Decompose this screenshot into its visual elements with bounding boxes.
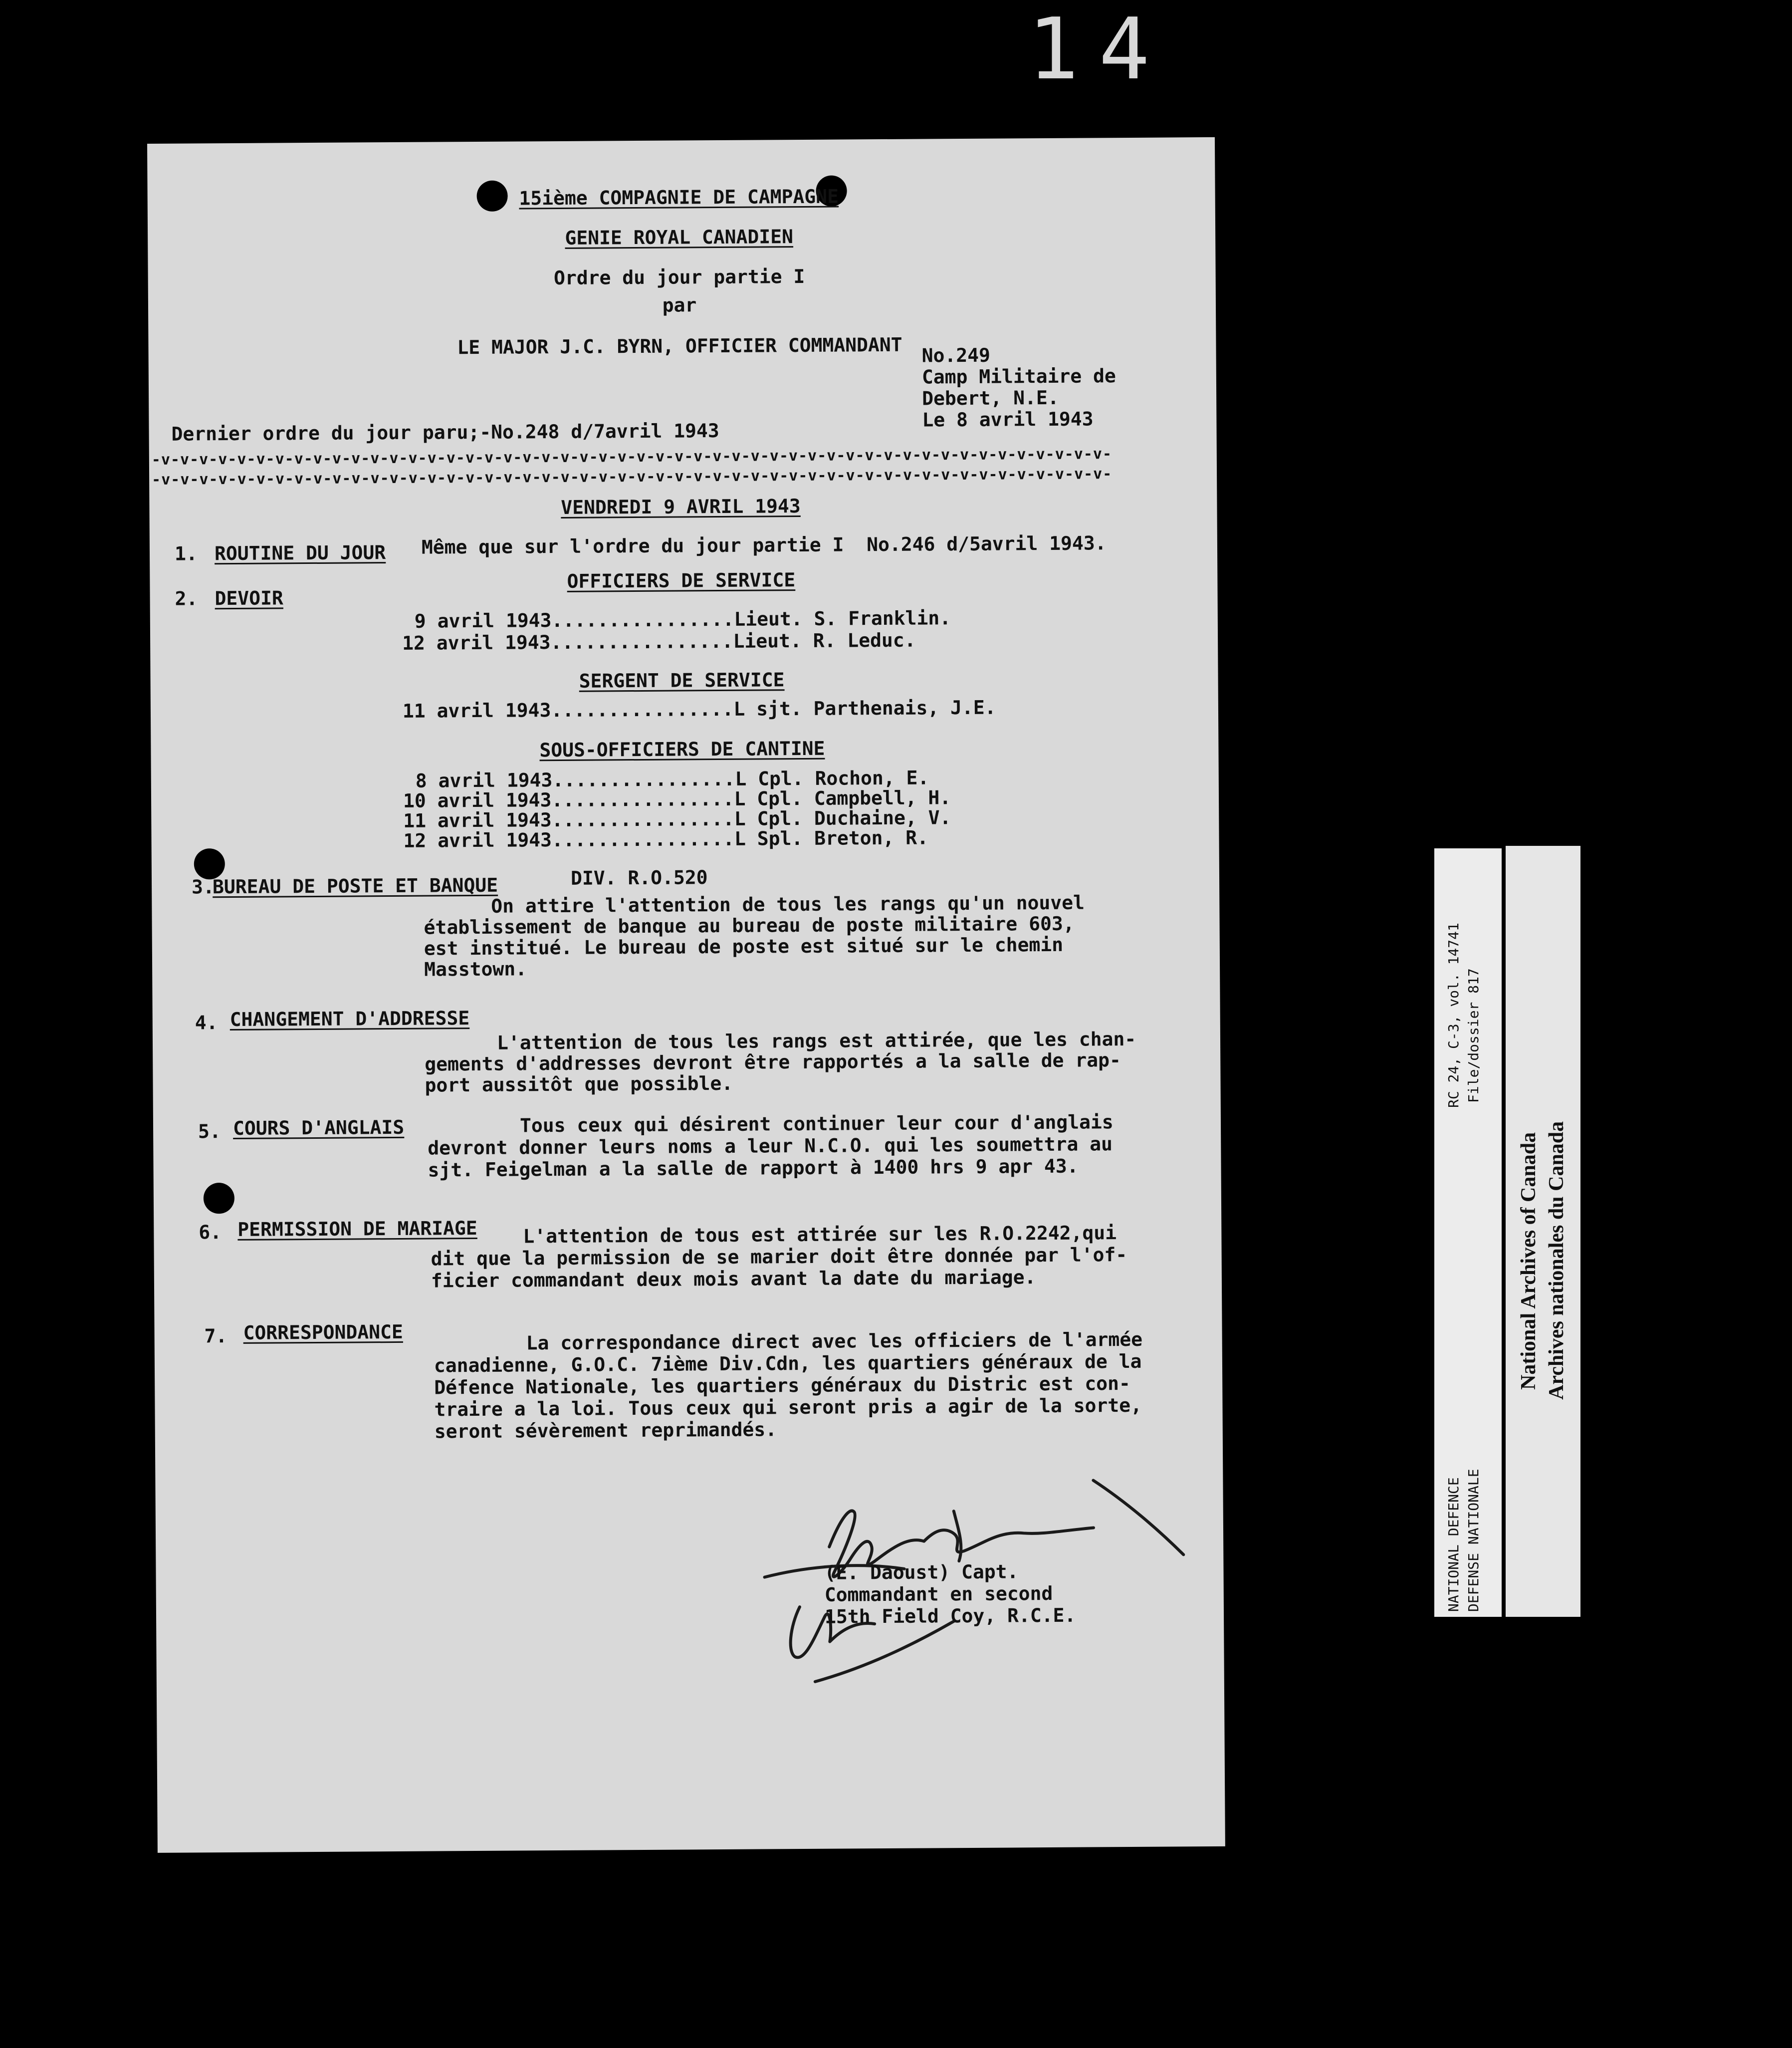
section-reference: DIV. R.O.520 (570, 866, 708, 889)
archives-name-fr: Archives nationales du Canada (1545, 1121, 1568, 1400)
duty-line: 12 avril 1943................Lieut. R. Leduc. (402, 629, 916, 654)
section-number: 1. (174, 542, 198, 565)
archive-reference-label (1434, 848, 1502, 1617)
section-line: devront donner leurs noms a leur N.C.O. qui les soumettra au (428, 1133, 1113, 1159)
duty-line: 11 avril 1943................L sjt. Parthenais, J.E. (402, 696, 996, 722)
signature-line: 15th Field Coy, R.C.E. (824, 1604, 1076, 1628)
section-line: Tous ceux qui désirent continuer leur cour d'anglais (519, 1111, 1114, 1137)
sergeant-heading: SERGENT DE SERVICE (579, 669, 785, 692)
section-number: 4. (195, 1012, 218, 1034)
order-date: Le 8 avril 1943 (922, 408, 1094, 431)
section-title: CHANGEMENT D'ADDRESSE (229, 1007, 470, 1031)
signature-line: (E. Daoust) Capt. (824, 1560, 1019, 1584)
location-line-2: Debert, N.E. (922, 386, 1059, 410)
duty-line: 11 avril 1943................L Cpl. Duchaine, V. (403, 806, 951, 832)
signature-line: Commandant en second (824, 1582, 1053, 1606)
archive-reference: RC 24, C-3, vol. 14741 (1445, 923, 1462, 1108)
location-line-1: Camp Militaire de (921, 365, 1116, 388)
punch-hole (194, 848, 225, 879)
duty-line: 12 avril 1943................L Spl. Breton, R. (403, 826, 929, 852)
section-line: seront sévèrement reprimandés. (434, 1418, 777, 1443)
section-text: Même que sur l'ordre du jour partie I No.246 d/5avril 1943. (421, 532, 1107, 558)
section-number: 2. (175, 587, 198, 610)
section-line: établissement de banque au bureau de poste militaire 603, (424, 912, 1075, 939)
canteen-heading: SOUS-OFFICIERS DE CANTINE (539, 737, 825, 762)
section-title: ROUTINE DU JOUR (214, 541, 386, 565)
duty-line: 10 avril 1943................L Cpl. Campbell, H. (403, 786, 951, 812)
section-line: est institué. Le bureau de poste est situé sur le chemin (424, 933, 1064, 960)
par-text: par (662, 294, 697, 316)
archive-file: File/dossier 817 (1465, 968, 1482, 1103)
section-line: On attire l'attention de tous les rangs qu'un nouvel (491, 891, 1085, 917)
section-title: DEVOIR (215, 587, 283, 610)
separator-line: -v-v-v-v-v-v-v-v-v-v-v-v-v-v-v-v-v-v-v-v-v-v-v-v-v-v-v-v-v-v-v-v-v-v-v-v-v-v-v-v-v-v-v-v-v-v-v-v-v-v- (151, 445, 1113, 469)
section-line: traire a la loi. Tous ceux qui seront pris a agir de la sorte, (434, 1394, 1142, 1421)
commander-line: LE MAJOR J.C. BYRN, OFFICIER COMMANDANT (457, 333, 902, 359)
section-number: 7. (204, 1325, 227, 1347)
last-order-line: Dernier ordre du jour paru;-No.248 d/7avril 1943 (171, 420, 719, 445)
section-line: sjt. Feigelman a la salle de rapport à 1400 hrs 9 apr 43. (428, 1155, 1079, 1181)
section-line: L'attention de tous les rangs est attirée, que les chan- (496, 1027, 1136, 1054)
section-line: Défence Nationale, les quartiers généraux du Distric est con- (434, 1372, 1130, 1399)
officers-heading: OFFICIERS DE SERVICE (567, 569, 796, 592)
day-heading: VENDREDI 9 AVRIL 1943 (561, 495, 801, 518)
section-title: BUREAU DE POSTE ET BANQUE (212, 874, 498, 898)
section-number: 6. (199, 1221, 222, 1244)
company-heading: 15ième COMPAGNIE DE CAMPAGNE (519, 185, 839, 210)
order-number: No.249 (921, 344, 991, 367)
section-title: CORRESPONDANCE (243, 1320, 403, 1344)
section-line: ficier commandant deux mois avant la date du mariage. (431, 1266, 1036, 1292)
section-number: 3. (191, 876, 215, 898)
corps-heading: GENIE ROYAL CANADIEN (565, 226, 794, 249)
department-en: NATIONAL DEFENCE (1445, 1477, 1462, 1612)
duty-line: 8 avril 1943................L Cpl. Rochon, E. (415, 767, 929, 792)
department-fr: DEFENSE NATIONALE (1465, 1469, 1482, 1612)
frame-number: 14 (1028, 0, 1170, 99)
section-title: PERMISSION DE MARIAGE (237, 1217, 477, 1241)
section-line: La correspondance direct avec les officiers de l'armée (526, 1328, 1143, 1354)
section-title: COURS D'ANGLAIS (232, 1116, 405, 1139)
section-line: port aussitôt que possible. (425, 1072, 733, 1096)
document-page (147, 137, 1225, 1853)
duty-line: 9 avril 1943................Lieut. S. Franklin. (414, 607, 951, 632)
order-title: Ordre du jour partie I (553, 265, 805, 289)
section-number: 5. (198, 1120, 221, 1143)
section-line: L'attention de tous est attirée sur les R.O.2242,qui (523, 1222, 1117, 1248)
archive-name-label (1506, 846, 1580, 1617)
section-line: dit que la permission de se marier doit être donnée par l'of- (431, 1244, 1127, 1270)
section-line: gements d'addresses devront être rapportés a la salle de rap- (425, 1049, 1121, 1075)
section-line: Masstown. (424, 958, 527, 981)
punch-hole (476, 181, 507, 212)
separator-line: -v-v-v-v-v-v-v-v-v-v-v-v-v-v-v-v-v-v-v-v-v-v-v-v-v-v-v-v-v-v-v-v-v-v-v-v-v-v-v-v-v-v-v-v-v-v-v-v-v-v- (152, 465, 1113, 489)
section-line: canadienne, G.O.C. 7ième Div.Cdn, les quartiers généraux de la (434, 1350, 1142, 1377)
punch-hole (204, 1183, 234, 1214)
archives-name-en: National Archives of Canada (1517, 1132, 1540, 1390)
